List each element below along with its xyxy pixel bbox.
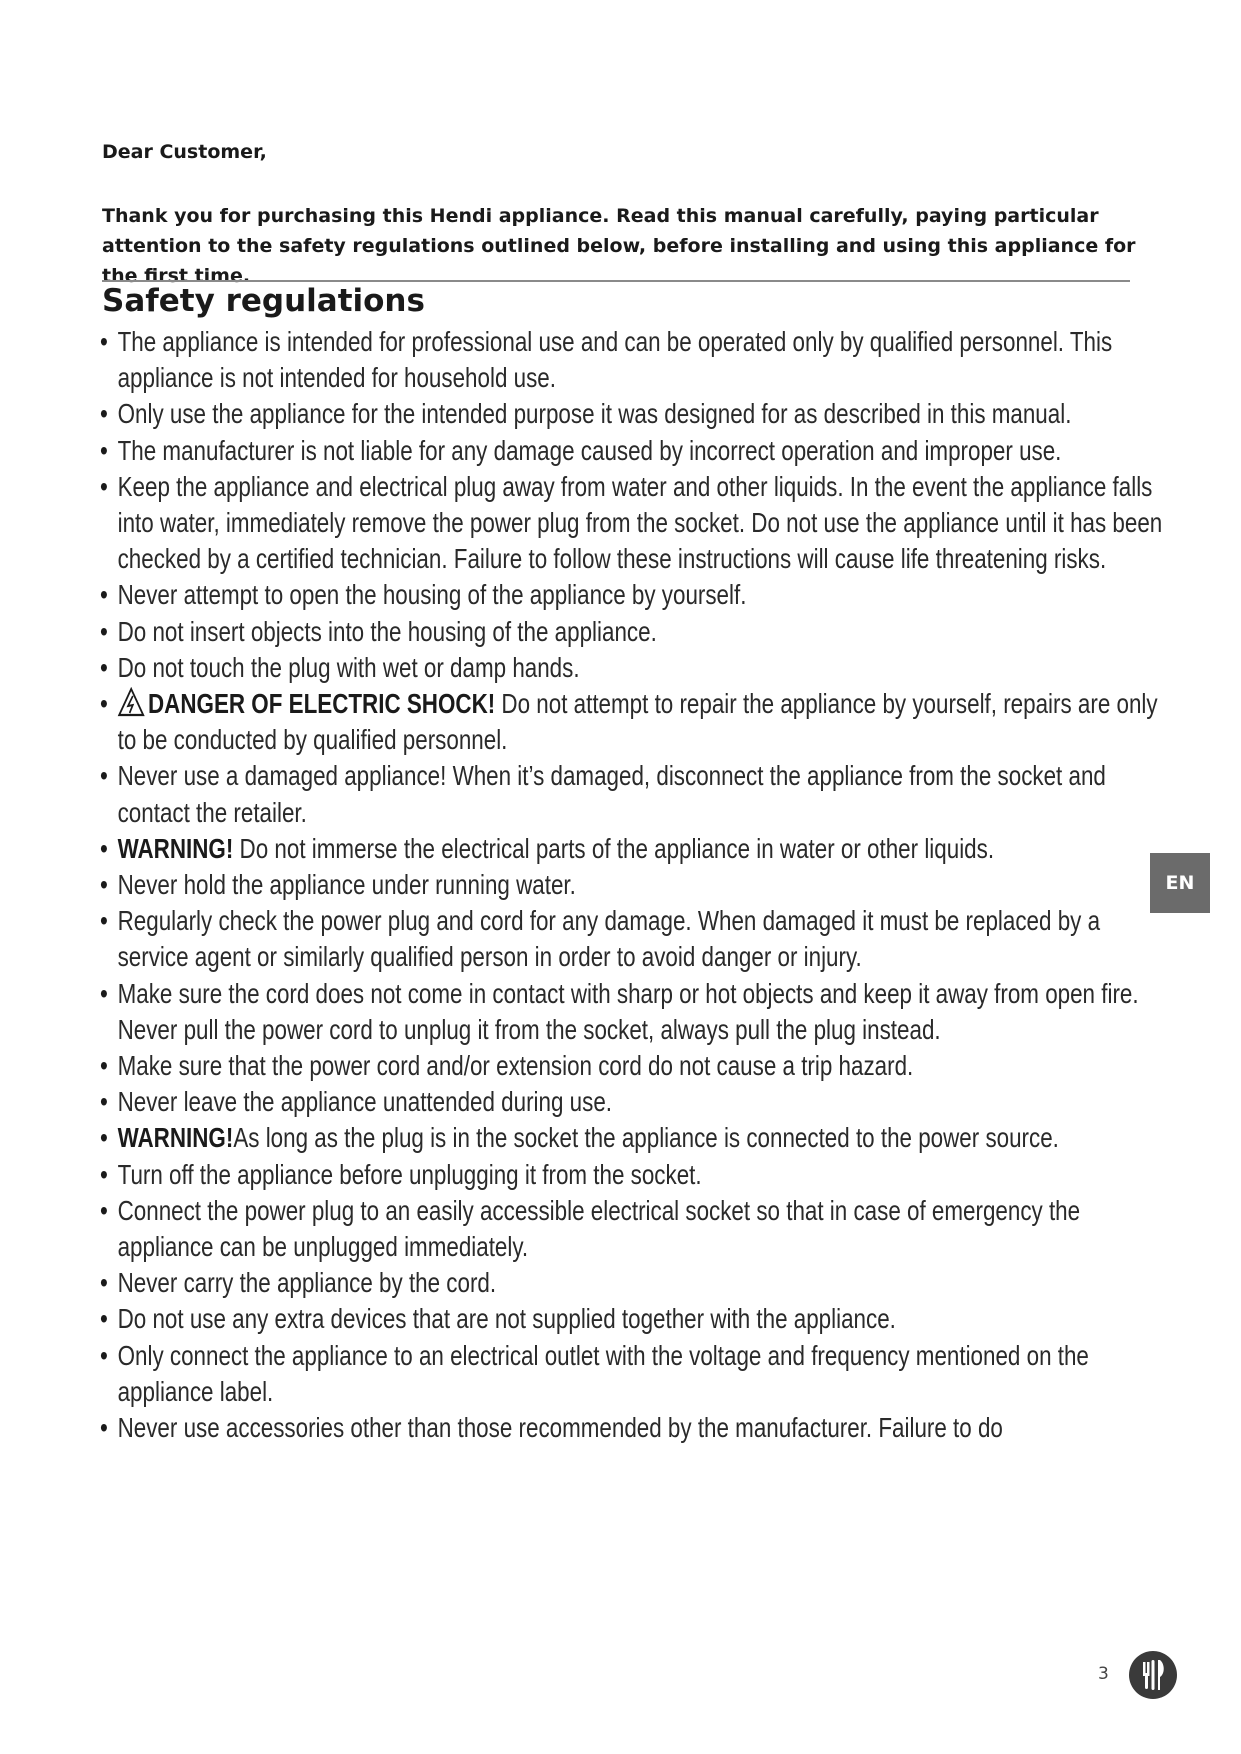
greeting: Dear Customer, bbox=[102, 141, 267, 163]
section-title: Safety regulations bbox=[102, 283, 425, 319]
safety-rules-list bbox=[100, 324, 1162, 1446]
safety-rule: • Keep the appliance and electrical plug away from water and other liquids. In the event the appliance falls into water, immediately remove the power plug from the socket. Do not use the appliance until it has been checked by a certified technician. Failure to follow these instructions will cause life threatening risks. bbox=[100, 470, 1163, 575]
safety-rule: • Never use accessories other than those recommended by the manufacturer. Failure to do bbox=[100, 1412, 1003, 1444]
safety-rule: • Only connect the appliance to an electrical outlet with the voltage and frequency mentioned on the appliance label. bbox=[100, 1339, 1089, 1407]
safety-rule: • Make sure that the power cord and/or extension cord do not cause a trip hazard. bbox=[100, 1050, 914, 1082]
safety-rule: • The manufacturer is not liable for any damage caused by incorrect operation and improper use. bbox=[100, 434, 1062, 466]
safety-rule: • Do not use any extra devices that are not supplied together with the appliance. bbox=[100, 1303, 896, 1335]
safety-rule: • Turn off the appliance before unplugging it from the socket. bbox=[100, 1158, 702, 1190]
safety-rule: • The appliance is intended for professional use and can be operated only by qualified personnel. This appliance is not intended for household use. bbox=[100, 326, 1113, 394]
safety-rule: • Do not insert objects into the housing of the appliance. bbox=[100, 615, 657, 647]
cutlery-logo-icon bbox=[1128, 1650, 1178, 1700]
safety-rule: • Never attempt to open the housing of the appliance by yourself. bbox=[100, 579, 747, 611]
safety-rule-warning: • WARNING! Do not immerse the electrical parts of the appliance in water or other liquids. bbox=[100, 832, 995, 864]
safety-rule: • Never carry the appliance by the cord. bbox=[100, 1267, 497, 1299]
safety-rule: • Make sure the cord does not come in contact with sharp or hot objects and keep it away from open fire. Never pull the power cord to unplug it from the socket, always pull the plug instead. bbox=[100, 977, 1139, 1045]
safety-rule: • Never hold the appliance under running water. bbox=[100, 869, 576, 901]
safety-rule-warning: • WARNING!As long as the plug is in the socket the appliance is connected to the power source. bbox=[100, 1122, 1059, 1154]
language-tab[interactable]: EN bbox=[1150, 853, 1210, 913]
safety-rule: • Do not touch the plug with wet or damp hands. bbox=[100, 651, 580, 683]
safety-rule: • Only use the appliance for the intended purpose it was designed for as described in this manual. bbox=[100, 398, 1072, 430]
safety-rule: • Connect the power plug to an easily accessible electrical socket so that in case of emergency the appliance can be unplugged immediately. bbox=[100, 1194, 1081, 1263]
page-number: 3 bbox=[1098, 1664, 1109, 1684]
section-divider bbox=[102, 280, 1130, 282]
electric-shock-warning-icon bbox=[118, 687, 145, 717]
safety-rule: • Never use a damaged appliance! When it’s damaged, disconnect the appliance from the socket and contact the retailer. bbox=[100, 760, 1106, 828]
safety-rule: • Never leave the appliance unattended during use. bbox=[100, 1086, 612, 1118]
safety-rule: • Regularly check the power plug and cord for any damage. When damaged it must be replaced by a service agent or similarly qualified person in order to avoid danger or injury. bbox=[100, 905, 1101, 973]
intro-paragraph: Thank you for purchasing this Hendi appliance. Read this manual carefully, paying particular attention to the safety regulations outlined below, before installing and using this appliance for the first time. bbox=[102, 205, 1136, 287]
safety-rule-electric-shock: • DANGER OF ELECTRIC SHOCK! Do not attempt to repair the appliance by yourself, repairs are only to be conducted by qualified personnel. bbox=[100, 688, 1158, 756]
